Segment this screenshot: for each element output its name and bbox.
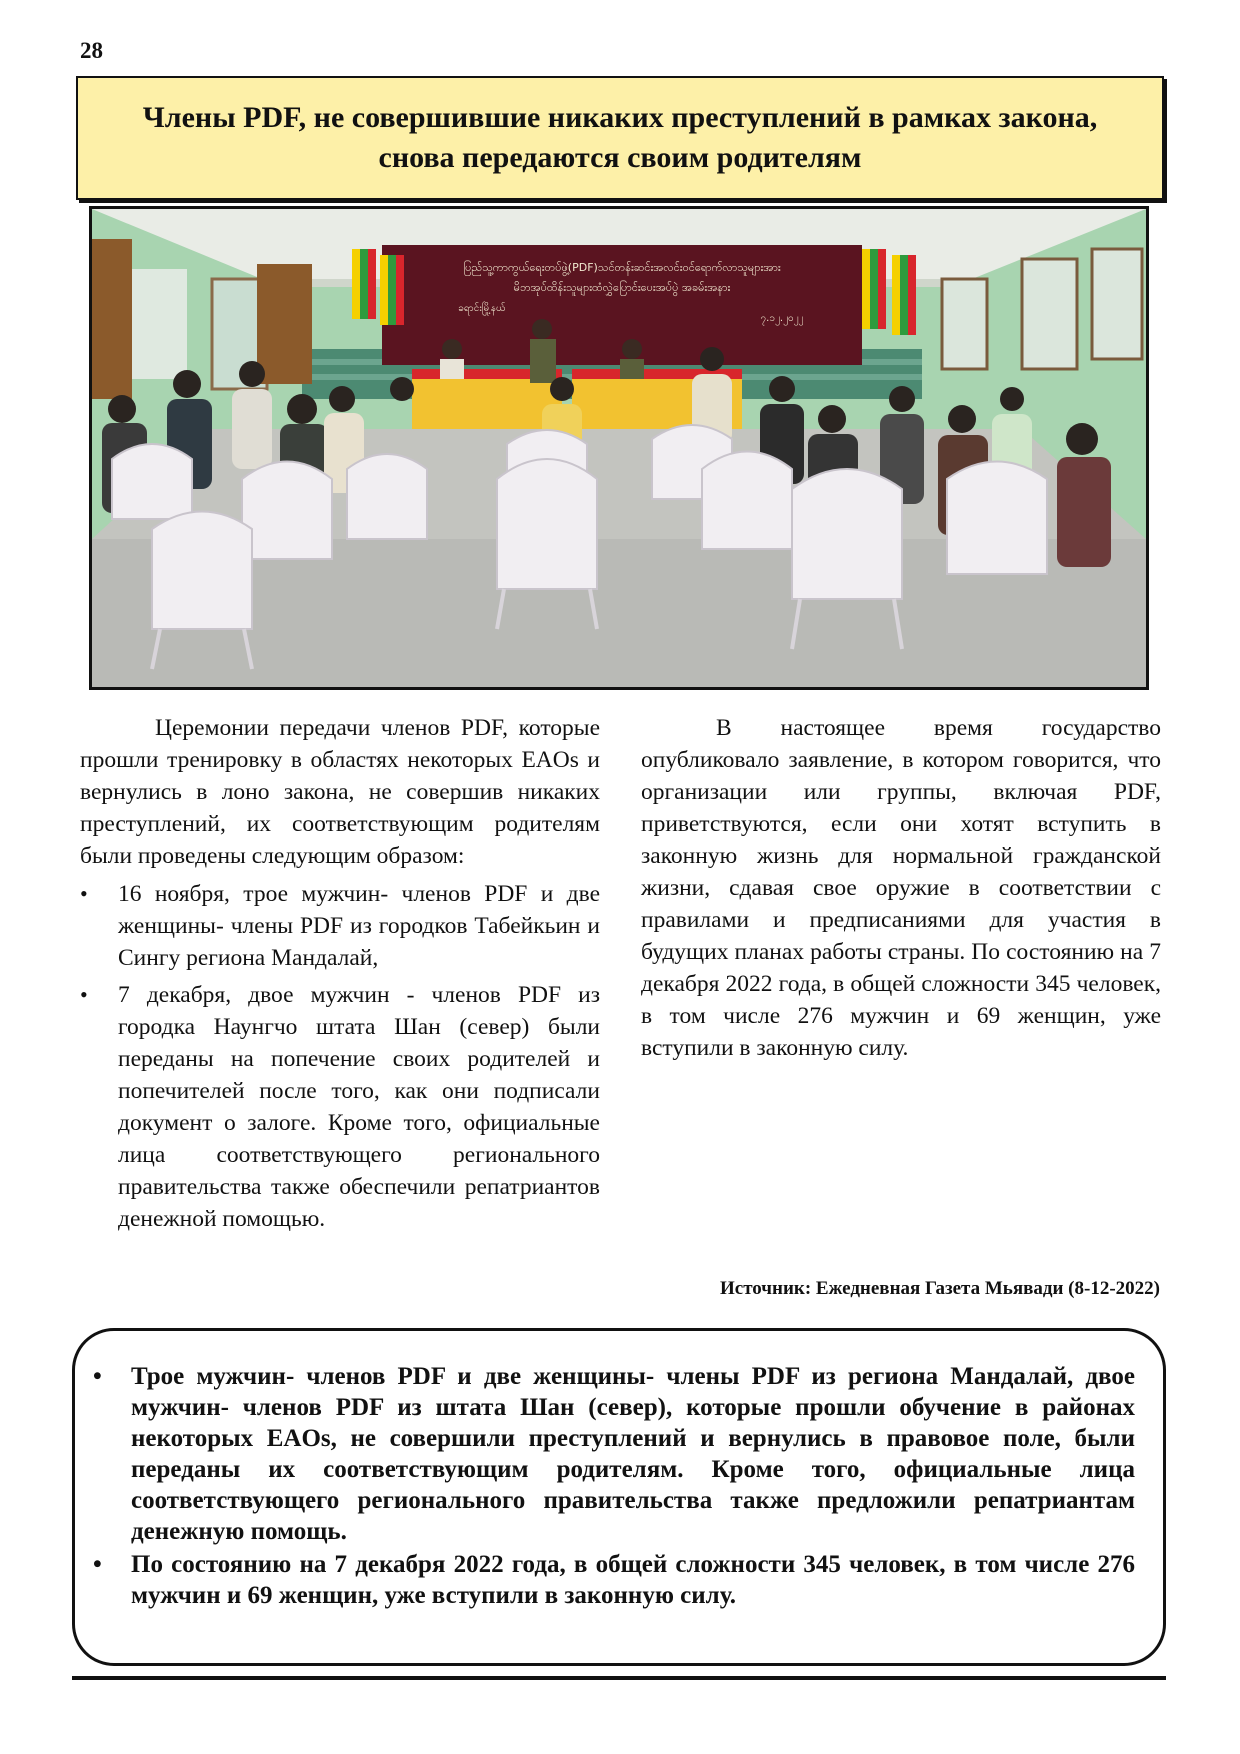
- article-title-line-1: Члены PDF, не совершившие никаких преступлений в рамках закона,: [142, 101, 1098, 134]
- article-source: Источник: Ежедневная Газета Мьявади (8-12-2022): [720, 1278, 1160, 1299]
- ceremony-photo-illustration: [92, 209, 1146, 687]
- summary-item-1: • Трое мужчин- членов PDF и две женщины- члены PDF из региона Мандалай, двое мужчин- членов PDF из штата Шан (север), которые прошли обучение в районах некоторых EAOs, не совершили преступлений и вернулись в правовое поле, были переданы их соответствующим родителям. Кроме того, официальные лица соответствующего регионального правительства также предложили репатриантам денежную помощь.: [131, 1361, 1135, 1547]
- event-item-2: • 7 декабря, двое мужчин - членов PDF из городка Наунгчо штата Шан (север) были переданы на попечение своих родителей и попечителей после того, как они подписали документ о залоге. Кроме того, официальные лица соответствующего регионального правительства также обеспечили репатриантов денежной помощью.: [118, 979, 600, 1235]
- banner-text-line-2: မိဘအုပ်ထိန်းသူများထံလွှဲပြောင်းပေးအပ်ပွဲ အခမ်းအနား: [513, 281, 731, 294]
- summary-item-2: • По состоянию на 7 декабря 2022 года, в общей сложности 345 человек, в том числе 276 мужчин и 69 женщин, уже вступили в законную силу.: [131, 1549, 1135, 1611]
- event-item-1: • 16 ноября, трое мужчин- членов PDF и две женщины- члены PDF из городков Табейкьин и Сингу региона Мандалай,: [118, 878, 600, 974]
- event-list: [80, 878, 600, 1235]
- page-number: 28: [80, 38, 103, 63]
- summary-list: [131, 1361, 1135, 1611]
- ceremony-photo: [89, 206, 1149, 690]
- article-title-box: [76, 76, 1164, 200]
- article-left-column: [80, 712, 600, 1240]
- banner-text-line-1: ပြည်သူ့ကာကွယ်ရေးတပ်ဖွဲ့(PDF)သင်တန်းဆင်းအလင်းဝင်ရောက်လာသူများအား: [463, 261, 781, 274]
- article-right-column: [641, 712, 1161, 1064]
- banner-text-line-3: ခရာင်းမြို့နယ်: [458, 303, 506, 314]
- summary-box: [72, 1328, 1166, 1666]
- article-title-line-2: снова передаются своим родителям: [378, 141, 862, 174]
- article-intro: Церемонии передачи членов PDF, которые прошли тренировку в областях некоторых EAOs и вернулись в лоно закона, не совершив никаких преступлений, их соответствующим родителям были проведены следующим образом:: [80, 715, 600, 869]
- bottom-rule: [72, 1676, 1166, 1680]
- banner-date: ၇.၁၂.၂၀၂၂: [760, 313, 804, 324]
- article-statement: В настоящее время государство опубликовало заявление, в котором говорится, что организации или группы, включая PDF, приветствуются, если они хотят вступить в законную жизнь для нормальной гражданской жизни, сдавая свое оружие в соответствии с правилами и предписаниями для участия в будущих планах работы страны. По состоянию на 7 декабря 2022 года, в общей сложности 345 человек, в том числе 276 мужчин и 69 женщин, уже вступили в законную силу.: [641, 715, 1161, 1061]
